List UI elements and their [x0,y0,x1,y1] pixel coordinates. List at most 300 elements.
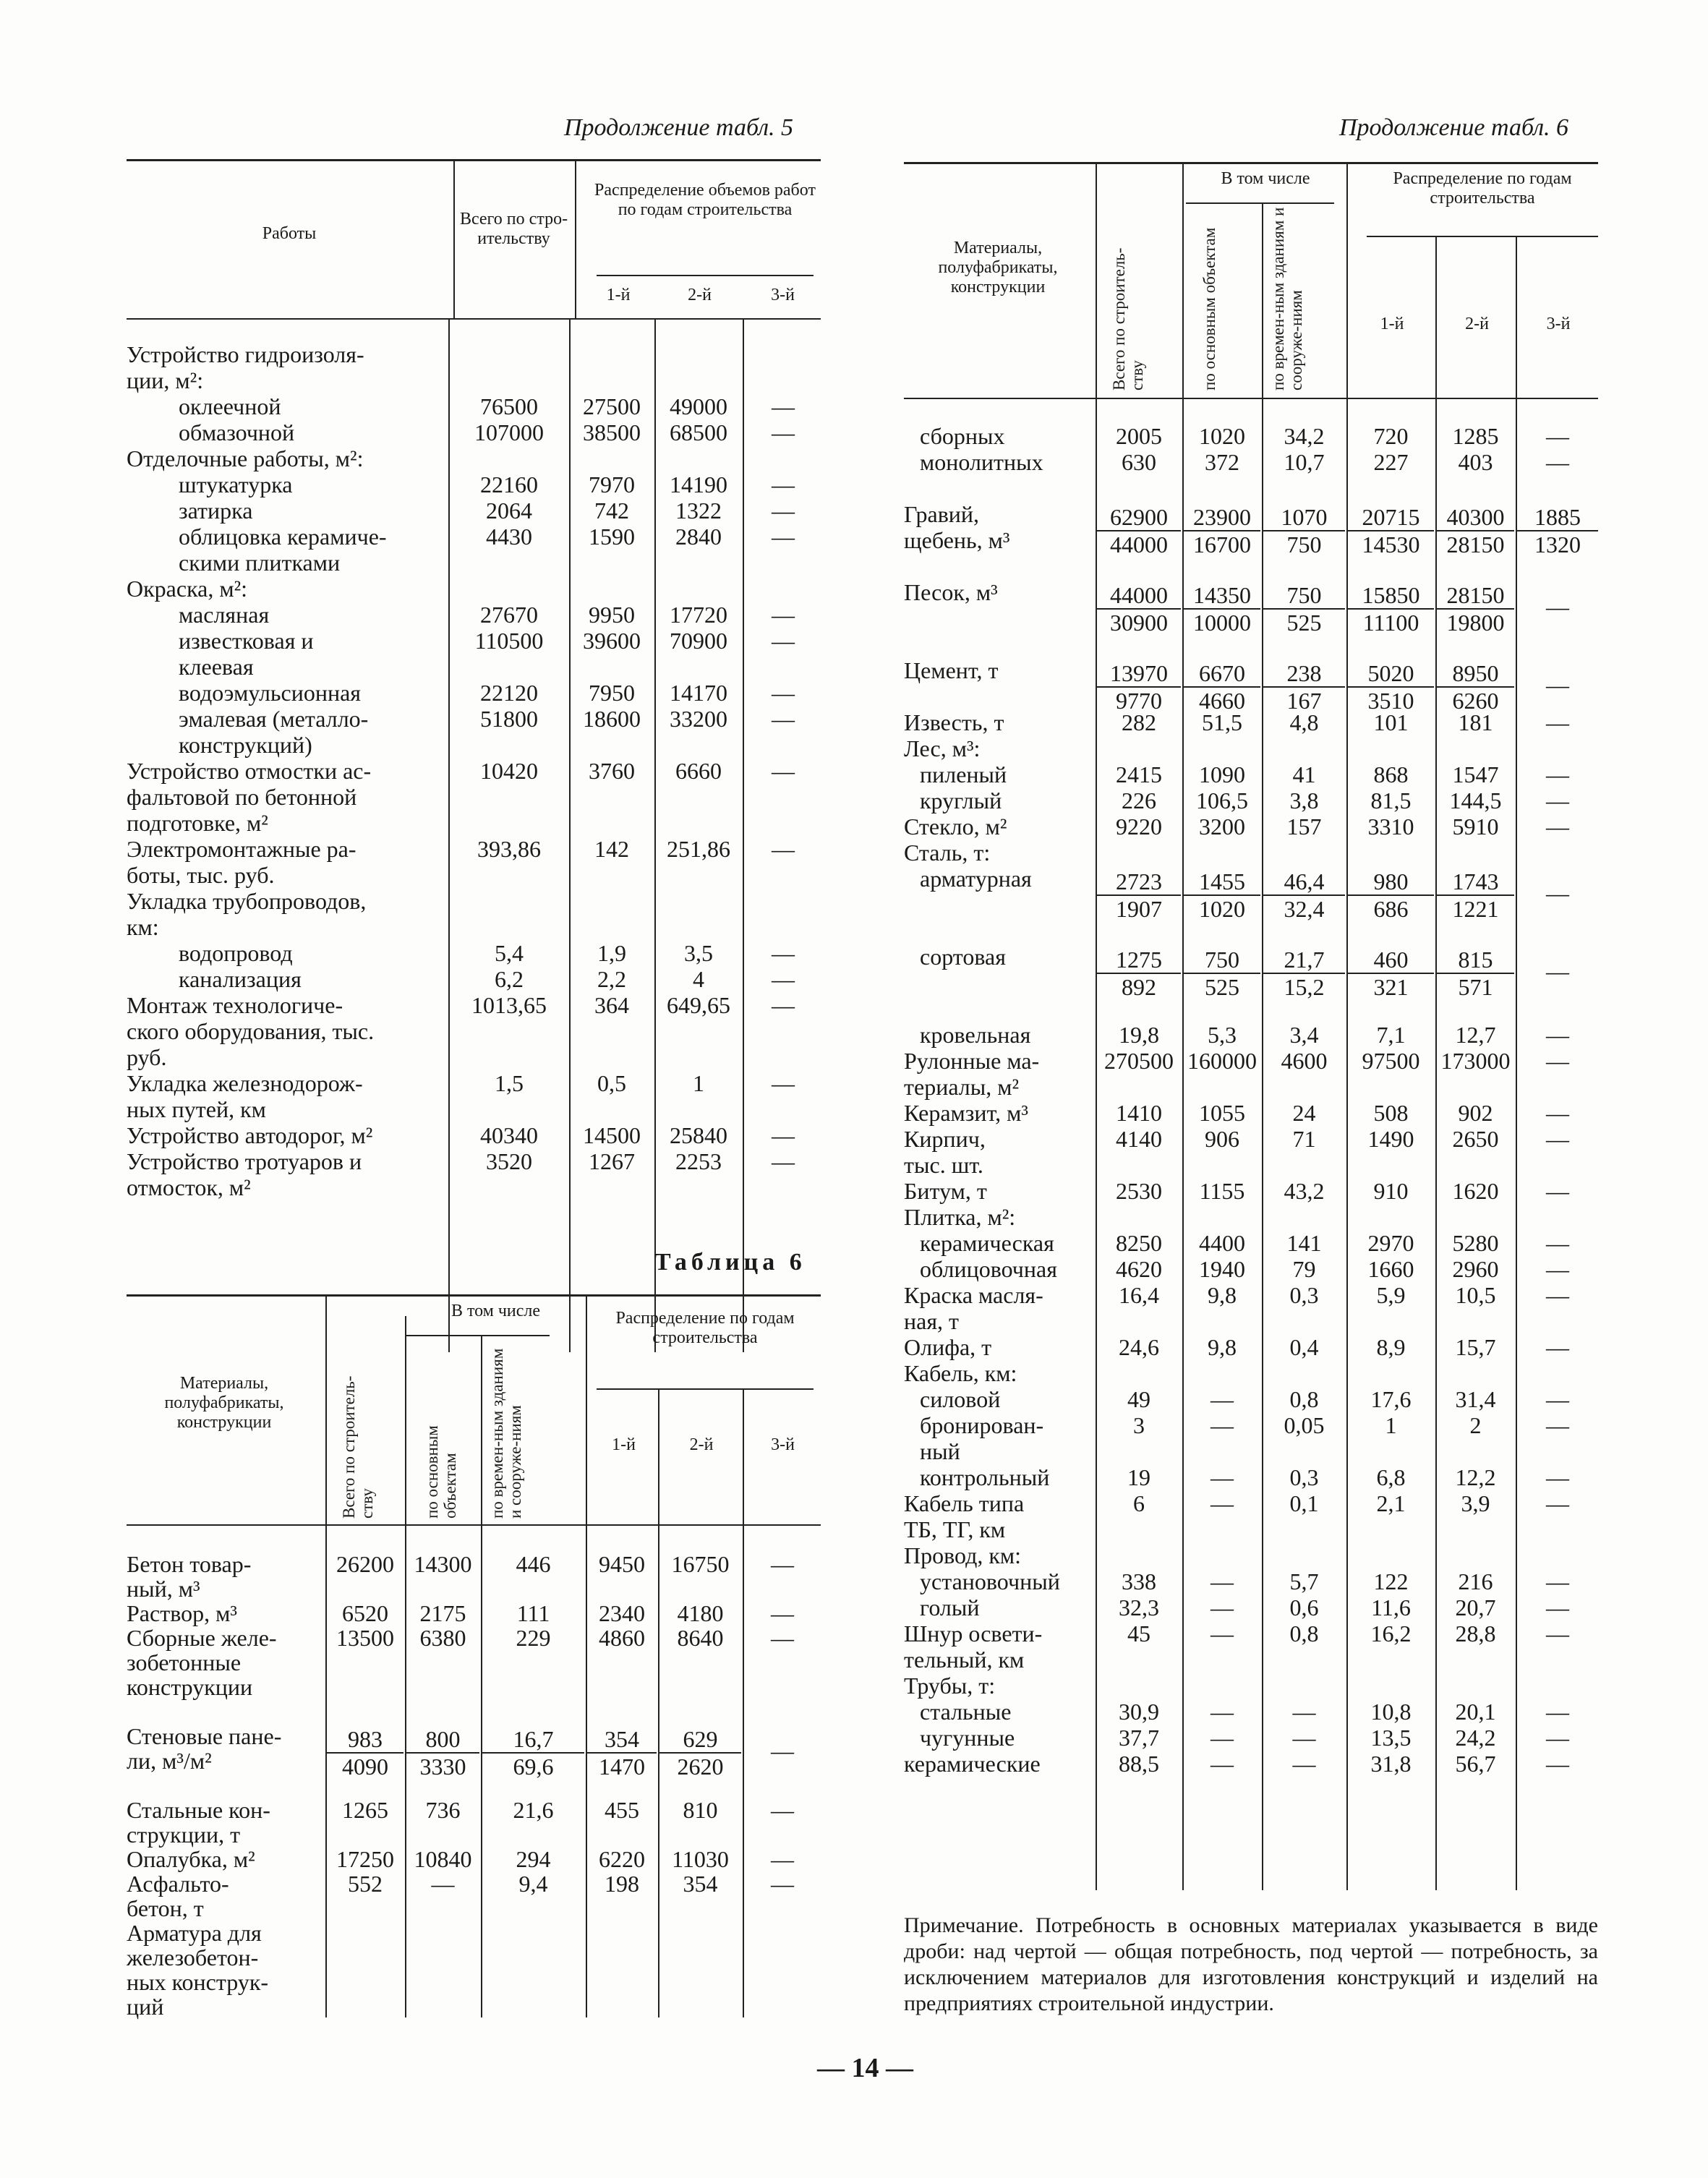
fraction-numerator: 5020 [1348,660,1434,688]
cell-y3: — [771,1600,794,1626]
cell-main: — [1210,1725,1234,1751]
cell-y3: — [1546,1594,1569,1620]
cell-temp: 0,8 [1289,1620,1319,1647]
cell-main: 1155 [1199,1178,1245,1204]
cell-y1: 31,8 [1370,1751,1412,1777]
cell-y3: — [1546,1126,1569,1152]
cell-main: 14300 [414,1551,472,1577]
fraction-numerator: 6670 [1184,660,1260,688]
row-label: железобетон- [127,1944,259,1970]
cell-y1: 2970 [1367,1230,1414,1256]
cell-main: 3200 [1199,813,1245,840]
cell-y2 [1437,582,1514,636]
cell-y2: 4180 [677,1600,724,1626]
row-label: Олифа, т [904,1334,992,1360]
cell-y2: 16750 [671,1551,730,1577]
cell-y2: 24,2 [1455,1725,1496,1751]
cell-total: 19 [1127,1464,1150,1490]
cell-total: 107000 [474,419,544,445]
cell-y1 [1348,504,1434,558]
cell-y3: — [772,706,795,732]
cell-y3: — [772,680,795,706]
cell-total: 30,9 [1119,1699,1159,1725]
table6-title: Таблица 6 [654,1249,806,1276]
fraction-numerator: 1743 [1437,868,1514,896]
row-label: конструкций) [179,732,312,758]
row-label: Кирпич, [904,1126,986,1152]
table6-continuation [904,152,1598,1895]
cell-y3: — [772,758,795,784]
cell-y1: 1660 [1367,1256,1414,1282]
row-label: руб. [127,1044,167,1070]
fraction-numerator: 62900 [1097,504,1181,531]
cell-y1: 3760 [589,758,635,784]
cell-main: 5,3 [1208,1022,1237,1048]
cell-y1: 17,6 [1370,1386,1412,1412]
cell-total: 49 [1127,1386,1150,1412]
cell-temp: 111 [516,1600,550,1626]
cell-total: 19,8 [1119,1022,1159,1048]
cell-y2: 70900 [670,628,727,654]
cell-temp: 294 [516,1846,551,1872]
cell-total: 13500 [336,1625,394,1651]
fraction-denominator: 10000 [1193,610,1251,636]
cell-y1: 227 [1373,449,1409,475]
cell-y3: — [1546,1725,1569,1751]
cell-y3: — [1546,1490,1569,1516]
row-label: Устройство отмостки ас- [127,758,372,784]
cell-y2: 10,5 [1455,1282,1496,1308]
fraction-numerator: 1885 [1517,504,1598,531]
cell-y1: 10,8 [1370,1699,1412,1725]
cell-main: — [1210,1412,1234,1438]
row-label: Устройство автодорог, м² [127,1122,373,1148]
row-label: Электромонтажные ра- [127,836,356,862]
cell-main: — [1210,1751,1234,1777]
cell-y3: — [771,1551,794,1577]
row-label: сборных [920,423,1005,449]
cell-main: — [1210,1386,1234,1412]
cell-y1: 16,2 [1370,1620,1412,1647]
cell-y1: 7950 [589,680,635,706]
cell-y2: 216 [1458,1568,1493,1594]
cell-y3: — [1546,423,1569,449]
cell-y1: 7,1 [1376,1022,1406,1048]
cell-y2: 20,1 [1455,1699,1496,1725]
cell-y2: 1620 [1452,1178,1499,1204]
fraction-numerator: 44000 [1097,582,1181,610]
t6c-header-total: Всего по строитель-ству [1110,247,1146,390]
table6-body [127,1551,821,2021]
cell-total: 45 [1127,1620,1150,1647]
cell-temp: 43,2 [1284,1178,1325,1204]
cell-main: — [1210,1699,1234,1725]
table6-continuation-body [904,423,1598,1891]
cell-main: 372 [1205,449,1239,475]
header-works: Работы [262,224,317,243]
cell-temp [1263,868,1345,922]
cell-main: 736 [425,1797,461,1823]
row-label: Битум, т [904,1178,987,1204]
cell-y3: — [1546,1386,1569,1412]
cell-y3: — [1546,1100,1569,1126]
row-label: Плитка, м²: [904,1204,1016,1230]
fraction-denominator: 3330 [419,1754,466,1780]
header-year-1: 1-й [606,286,631,304]
fraction-numerator: 13970 [1097,660,1181,688]
row-label: тельный, км [904,1647,1025,1673]
cell-total [327,1726,403,1780]
fraction-numerator: 815 [1437,947,1514,974]
row-label: Лес, м³: [904,735,981,761]
cell-total: 10420 [480,758,538,784]
cell-y1: 868 [1373,761,1409,787]
row-label: Кабель, км: [904,1360,1017,1386]
cell-y3: — [772,393,795,419]
cell-y1: 2,1 [1376,1490,1406,1516]
cell-main: 9,8 [1208,1282,1237,1308]
cell-y3: — [1546,1334,1569,1360]
t6c-header-distribution: Распределение по годам строительства [1393,169,1572,208]
cell-y2: 403 [1458,449,1493,475]
cell-temp: — [1292,1725,1316,1751]
cell-temp [482,1726,584,1780]
t6c-header-main: по основным объектам [1200,227,1218,390]
fraction-numerator: 40300 [1437,504,1514,531]
fraction-denominator: 167 [1286,688,1322,714]
cell-y1: 1490 [1367,1126,1414,1152]
cell-main: — [1210,1490,1234,1516]
t6-header-year-2: 2-й [689,1435,714,1454]
t6c-header-year-3: 3-й [1546,315,1571,333]
cell-y3: — [1546,594,1569,620]
cell-y3: — [772,1070,795,1096]
fraction-numerator: 354 [587,1726,657,1754]
fraction-denominator: 44000 [1110,531,1168,558]
row-label: Бетон товар- [127,1551,252,1577]
cell-total: 1410 [1116,1100,1162,1126]
cell-y2: 14190 [670,471,727,497]
cell-main: 160000 [1187,1048,1257,1074]
header-year-3: 3-й [771,286,795,304]
cell-y1: 1,9 [597,940,626,966]
row-label: Раствор, м³ [127,1600,237,1626]
fraction-denominator: 321 [1373,974,1409,1000]
cell-y1: 742 [594,497,629,524]
row-label: известковая и [179,628,314,654]
cell-y2: 5910 [1452,813,1499,840]
cell-temp: 10,7 [1284,449,1325,475]
cell-y2: 2960 [1452,1256,1499,1282]
cell-y3: — [1546,672,1569,698]
cell-y2: 11030 [672,1846,729,1872]
cell-y1: 720 [1373,423,1409,449]
cell-y1 [587,1726,657,1780]
cell-y3: — [772,497,795,524]
cell-main: 906 [1205,1126,1239,1152]
cell-total: 22160 [480,471,538,497]
cell-y3: — [772,940,795,966]
t6-header-materials: Материалы, полуфабрикаты, конструкции [164,1374,284,1432]
cell-y3: — [771,1625,794,1651]
cell-y3: — [1546,1230,1569,1256]
cell-temp: 0,3 [1289,1282,1319,1308]
fraction-denominator: 6260 [1452,688,1499,714]
row-label: круглый [920,787,1002,813]
cell-main: 1020 [1199,423,1245,449]
cell-temp: 0,05 [1284,1412,1325,1438]
row-label: канализация [179,966,302,992]
row-label: арматурная [920,866,1032,892]
cell-y2: 354 [683,1871,718,1897]
row-label: Трубы, т: [904,1673,996,1699]
cell-y2: 2 [1469,1412,1482,1438]
cell-y1: 910 [1373,1178,1409,1204]
row-label: стальные [920,1699,1012,1725]
cell-y1: 18600 [583,706,641,732]
cell-total: 3 [1133,1412,1145,1438]
row-label: пиленый [920,761,1007,787]
cell-main [1184,868,1260,922]
row-label: скими плитками [179,550,341,576]
cell-y3: — [771,1846,794,1872]
cell-total: 24,6 [1119,1334,1159,1360]
cell-y2 [1437,947,1514,1000]
cell-y2: 15,7 [1455,1334,1496,1360]
t6-header-main: по основным объектам [423,1425,459,1519]
cell-total: 110500 [474,628,544,654]
cell-y1: 1 [1385,1412,1397,1438]
cell-y1 [1348,582,1434,636]
row-label: эмалевая (металло- [179,706,369,732]
cell-y3: — [772,471,795,497]
cell-y3: — [1546,1751,1569,1777]
cell-total: 4430 [486,524,532,550]
cell-main: 6380 [419,1625,466,1651]
table5-body [127,341,821,1354]
cell-main: — [1210,1568,1234,1594]
row-label: Провод, км: [904,1542,1022,1568]
row-label: обмазочной [179,419,295,445]
cell-y1: 1267 [589,1148,635,1174]
cell-y3: — [1546,1022,1569,1048]
fraction-numerator: 238 [1263,660,1345,688]
row-label: Известь, т [904,709,1004,735]
cell-y3: — [1546,1699,1569,1725]
cell-y1: 7970 [589,471,635,497]
cell-y2: 56,7 [1455,1751,1496,1777]
cell-total: 6,2 [495,966,524,992]
cell-y1: 122 [1373,1568,1409,1594]
row-label: ли, м³/м² [127,1748,212,1774]
fraction-numerator: 983 [327,1726,403,1754]
row-label: боты, тыс. руб. [127,862,275,888]
cell-temp: 4,8 [1289,709,1319,735]
cell-y1: 8,9 [1376,1334,1406,1360]
cell-temp [1263,582,1345,636]
row-label: чугунные [920,1725,1015,1751]
t6-header-temp: по времен-ным зданиям и сооруже-ниям [488,1348,524,1519]
row-label: ского оборудования, тыс. [127,1018,375,1044]
fraction-numerator: 980 [1348,868,1434,896]
fraction-denominator: 525 [1205,974,1239,1000]
cell-temp: — [1292,1751,1316,1777]
continuation-label-table5: Продолжение табл. 5 [564,114,794,141]
fraction-denominator: 571 [1458,974,1493,1000]
cell-total: 6 [1133,1490,1145,1516]
row-label: тыс. шт. [904,1152,983,1178]
cell-y3: — [1546,1568,1569,1594]
cell-y3: — [1546,761,1569,787]
cell-y1: 1590 [589,524,635,550]
fraction-denominator: 892 [1122,974,1156,1000]
fraction-numerator: 460 [1348,947,1434,974]
row-label: керамические [904,1751,1041,1777]
fraction-denominator: 1907 [1116,896,1162,922]
cell-temp [1263,504,1345,558]
cell-y2: 144,5 [1449,787,1502,813]
cell-y3: — [1546,1178,1569,1204]
cell-total [1097,868,1181,922]
cell-y1: 4860 [599,1625,645,1651]
fraction-numerator: 15850 [1348,582,1434,610]
cell-temp: 41 [1292,761,1316,787]
fraction-denominator: 1020 [1199,896,1245,922]
fraction-denominator: 11100 [1362,610,1419,636]
row-label: силовой [920,1386,1001,1412]
cell-y3: — [1546,1256,1569,1282]
cell-y2: 3,5 [684,940,713,966]
fraction-numerator: 800 [406,1726,479,1754]
fraction-denominator: 1320 [1534,531,1581,558]
row-label: струкции, т [127,1822,241,1848]
cell-y3: — [771,1797,794,1823]
fraction-denominator: 9770 [1116,688,1162,714]
table6 [127,1287,821,2025]
cell-y1: 0,5 [597,1070,626,1096]
page-number: — 14 — [817,2053,913,2083]
row-label: бетон, т [127,1895,204,1921]
cell-temp: 0,8 [1289,1386,1319,1412]
row-label: масляная [179,602,270,628]
cell-y2: 902 [1458,1100,1493,1126]
cell-total: 1,5 [495,1070,524,1096]
cell-temp: 0,3 [1289,1464,1319,1490]
cell-temp: 0,4 [1289,1334,1319,1360]
row-label: установочный [920,1568,1060,1594]
cell-y3: — [1546,1048,1569,1074]
fraction-denominator: 1221 [1452,896,1499,922]
fraction-numerator: 46,4 [1263,868,1345,896]
row-label: подготовке, м² [127,810,268,836]
cell-y2: 2840 [675,524,722,550]
row-label: Асфальто- [127,1871,229,1897]
cell-temp [1263,947,1345,1000]
fraction-denominator: 15,2 [1284,974,1325,1000]
row-label: Песок, м³ [904,579,998,605]
fraction-numerator: 1070 [1263,504,1345,531]
cell-total: 17250 [336,1846,394,1872]
cell-total: 76500 [480,393,538,419]
row-label: Стеновые пане- [127,1723,282,1749]
cell-y1: 38500 [583,419,641,445]
fraction-denominator: 69,6 [513,1754,554,1780]
row-label: кровельная [920,1022,1031,1048]
footnote: Примечание. Потребность в основных материалах указывается в виде дроби: над чертой — общая потребность, под чертой — потребность, за исключением материалов для изготовления конструкций и изделий на предприятиях строительной индустрии. [904,1913,1598,2015]
row-label: фальтовой по бетонной [127,784,357,810]
cell-y1: 455 [605,1797,639,1823]
row-label: клеевая [179,654,254,680]
cell-total: 27670 [480,602,538,628]
row-label: териалы, м² [904,1074,1020,1100]
cell-main: — [1210,1464,1234,1490]
fraction-numerator: 28150 [1437,582,1514,610]
cell-y1: 6,8 [1376,1464,1406,1490]
continuation-label-table6: Продолжение табл. 6 [1339,114,1569,141]
cell-main: — [431,1871,455,1897]
cell-temp: 141 [1286,1230,1322,1256]
cell-y1 [1348,868,1434,922]
row-label: монолитных [920,449,1043,475]
fraction-numerator: 16,7 [482,1726,584,1754]
header-total: Всего по стро-ительству [459,210,568,248]
row-label: Сталь, т: [904,840,991,866]
fraction-denominator: 2620 [677,1754,724,1780]
row-label: ная, т [904,1308,960,1334]
cell-total: 2005 [1116,423,1162,449]
row-label: конструкции [127,1674,253,1700]
row-label: водоэмульсионная [179,680,361,706]
t6c-header-year-2: 2-й [1465,315,1489,333]
cell-y3: — [772,419,795,445]
cell-main: 4400 [1199,1230,1245,1256]
t6-header-including: В том числе [451,1302,541,1320]
cell-y2: 8640 [677,1625,724,1651]
row-label: керамическая [920,1230,1054,1256]
cell-y2: 12,7 [1455,1022,1496,1048]
fraction-denominator: 19800 [1446,610,1505,636]
cell-y3: — [1546,787,1569,813]
cell-main [406,1726,479,1780]
fraction-numerator: 20715 [1348,504,1434,531]
fraction-numerator: 8950 [1437,660,1514,688]
cell-total: 1013,65 [471,992,547,1018]
cell-y2: 5280 [1452,1230,1499,1256]
cell-y2: 68500 [670,419,727,445]
row-label: Сборные желе- [127,1625,277,1651]
cell-temp: 21,6 [513,1797,554,1823]
cell-y3: — [772,966,795,992]
cell-total: 282 [1122,709,1156,735]
cell-y2: 649,65 [667,992,730,1018]
fraction-numerator: 750 [1263,582,1345,610]
row-label: штукатурка [179,471,293,497]
row-label: щебень, м³ [904,527,1010,553]
cell-y3: — [1546,1464,1569,1490]
cell-total: 393,86 [477,836,541,862]
fraction-denominator: 4090 [342,1754,388,1780]
fraction-numerator: 1275 [1097,947,1181,974]
row-label: ции, м²: [127,367,204,393]
cell-y1: 9950 [589,602,635,628]
cell-total: 2064 [486,497,532,524]
cell-y1: 508 [1373,1100,1409,1126]
cell-total: 32,3 [1119,1594,1159,1620]
cell-main [1184,582,1260,636]
row-label: Монтаж технологиче- [127,992,343,1018]
cell-y1: 2,2 [597,966,626,992]
fraction-numerator: 21,7 [1263,947,1345,974]
